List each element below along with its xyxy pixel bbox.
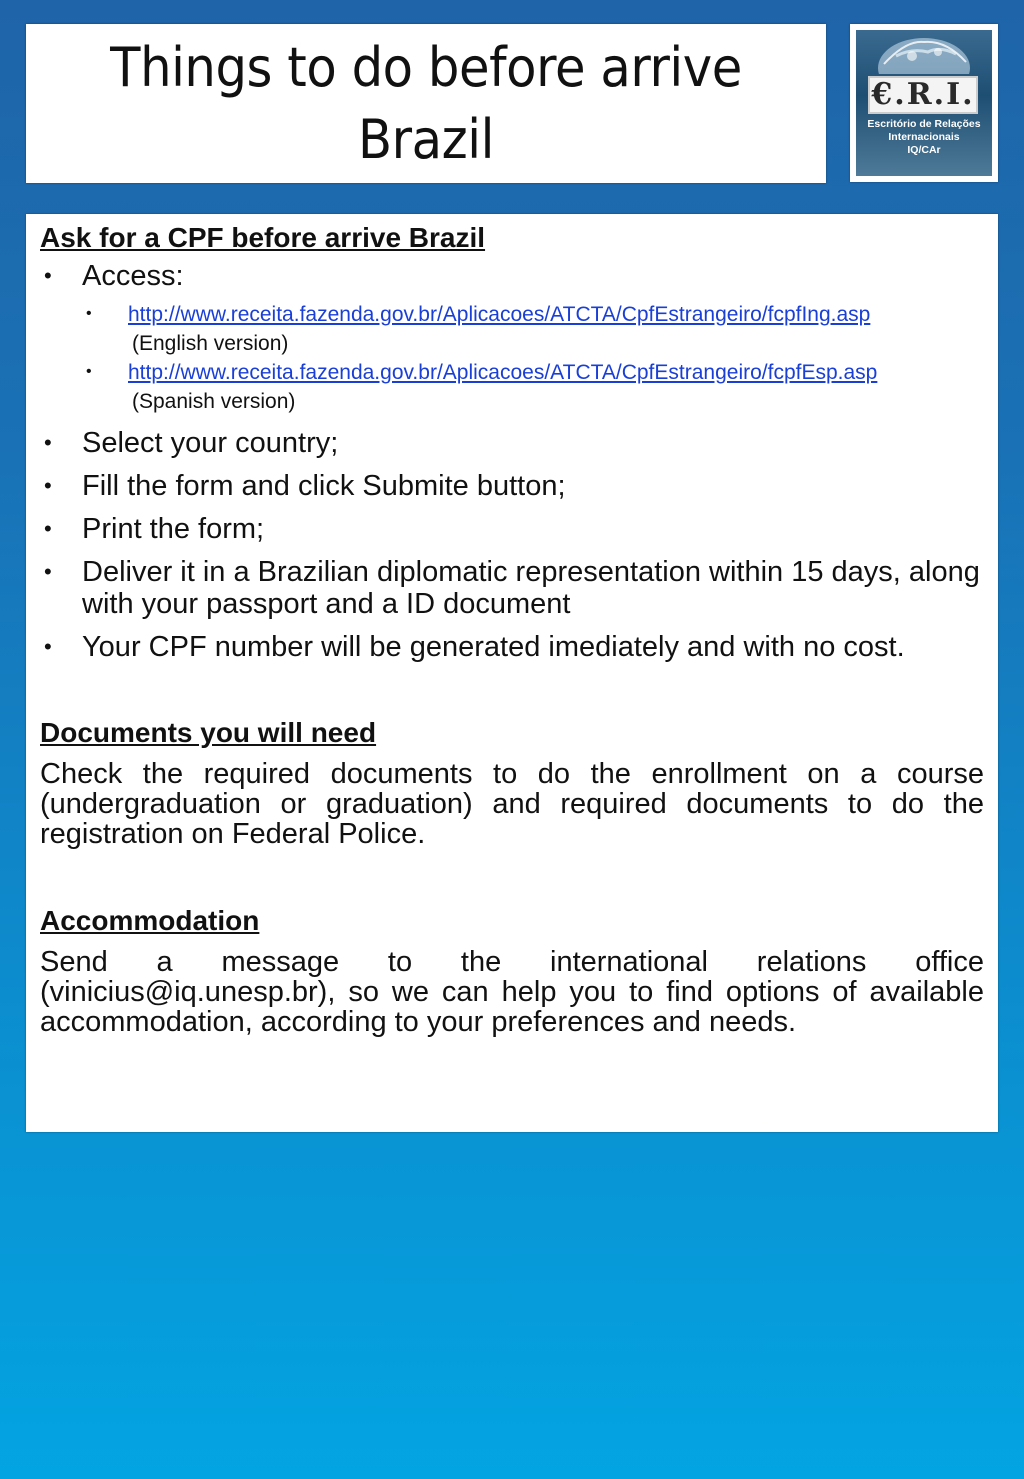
bullet-icon: •	[44, 430, 52, 455]
list-item	[40, 470, 984, 502]
logo-line: Internacionais	[888, 131, 960, 143]
step-text: Select your country;	[82, 427, 339, 459]
documents-text: Check the required documents to do the enrollment on a course (undergraduation or graduation) and required documents to do the registration on Federal Police.	[40, 758, 984, 850]
cpf-links-list	[82, 300, 984, 416]
eri-logo	[850, 24, 998, 182]
bullet-icon: •	[44, 634, 52, 659]
title-box	[26, 24, 826, 183]
documents-heading: Documents you will need	[40, 717, 377, 748]
list-item	[82, 358, 984, 416]
step-text: Print the form;	[82, 513, 265, 545]
list-item	[40, 260, 984, 416]
content-panel	[26, 214, 998, 1132]
page-title: Things to do before arrive Brazil	[110, 35, 742, 171]
bullet-icon: •	[86, 305, 92, 322]
list-item	[40, 556, 984, 620]
logo-panel	[856, 30, 992, 176]
logo-mark: €.R.I.	[868, 76, 978, 114]
bullet-icon: •	[44, 263, 52, 288]
spanish-version-note: (Spanish version)	[132, 390, 296, 413]
step-text: Fill the form and click Submite button;	[82, 470, 566, 502]
logo-line: Escritório de Relações	[867, 118, 981, 130]
accommodation-text: Send a message to the international relations office (vinicius@iq.unesp.br), so we can help you to find options of available accommodation, according to your preferences and needs.	[40, 946, 984, 1038]
english-version-note: (English version)	[132, 332, 289, 355]
cpf-heading: Ask for a CPF before arrive Brazil	[40, 222, 486, 253]
globe-icon	[876, 34, 972, 74]
step-text: Deliver it in a Brazilian diplomatic representation within 15 days, along with your passport and a ID document	[82, 556, 980, 620]
list-item	[40, 513, 984, 545]
spacer	[40, 849, 984, 903]
logo-caption	[860, 118, 988, 157]
slide	[4, 4, 1020, 1475]
list-item	[82, 300, 984, 358]
spacer	[40, 663, 984, 715]
list-item	[40, 631, 984, 663]
bullet-icon: •	[44, 516, 52, 541]
accommodation-heading: Accommodation	[40, 905, 260, 936]
bullet-icon: •	[44, 559, 52, 584]
cpf-spanish-link[interactable]: http://www.receita.fazenda.gov.br/Aplicacoes/ATCTA/CpfEstrangeiro/fcpfEsp.asp	[128, 361, 878, 384]
cpf-english-link[interactable]: http://www.receita.fazenda.gov.br/Aplicacoes/ATCTA/CpfEstrangeiro/fcpfIng.asp	[128, 303, 871, 326]
bullet-icon: •	[44, 473, 52, 498]
step-text: Your CPF number will be generated imediately and with no cost.	[82, 631, 905, 663]
bullet-icon: •	[86, 363, 92, 380]
access-label: Access:	[82, 260, 184, 292]
logo-line: IQ/CAr	[907, 144, 941, 156]
list-item	[40, 427, 984, 459]
cpf-steps-list	[40, 260, 984, 663]
